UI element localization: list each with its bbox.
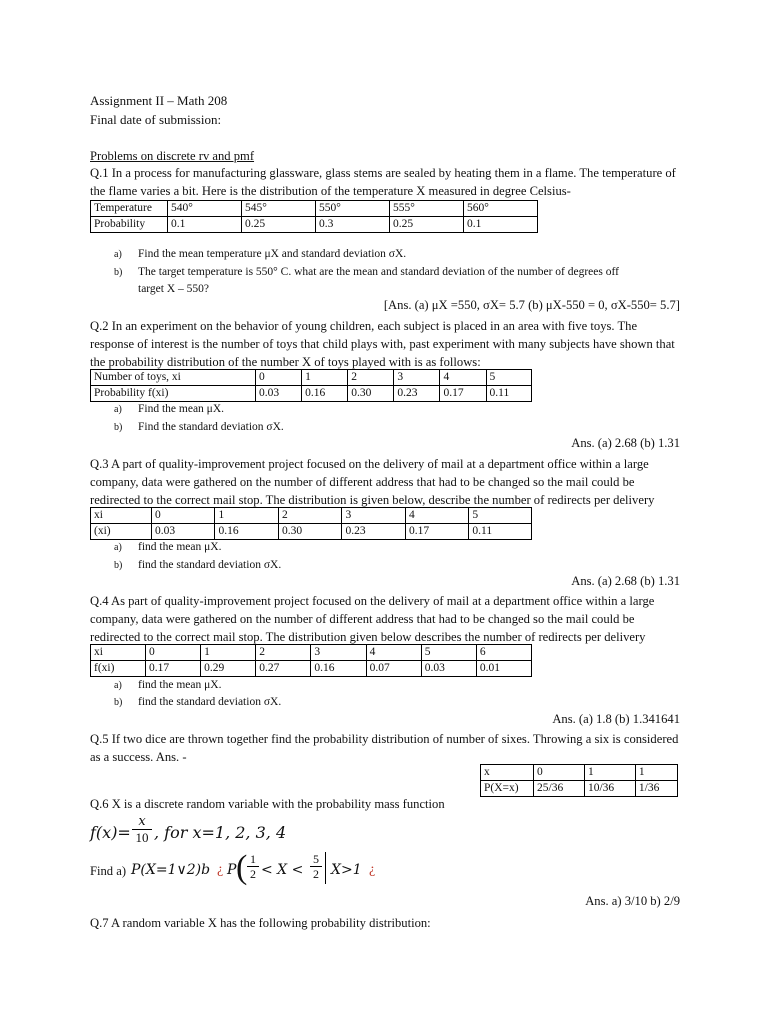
table-cell: 0.30 xyxy=(278,524,341,540)
table-cell: 4 xyxy=(440,370,486,386)
q3-line: Q.3 A part of quality-improvement project focused on the delivery of mail at a department office within a large xyxy=(90,457,649,471)
q1-part-a xyxy=(90,246,406,263)
table-cell: 3 xyxy=(311,645,366,661)
q4-text xyxy=(90,592,680,646)
table-row xyxy=(481,765,678,781)
q1-line: Q.1 In a process for manufacturing glassware, glass stems are sealed by heating them in a flame. The temperature of xyxy=(90,166,676,180)
table-cell: 1/36 xyxy=(635,781,677,797)
pmf-fraction xyxy=(132,815,152,846)
q6-answer: Ans. a) 3/10 b) 2/9 xyxy=(585,894,680,908)
table-cell: 3 xyxy=(394,370,440,386)
q1-part-b-cont xyxy=(90,281,209,298)
table-cell: 540° xyxy=(168,201,242,217)
part-text: find the mean μX. xyxy=(138,541,222,553)
table-cell: x xyxy=(481,765,534,781)
q2-table xyxy=(90,369,532,402)
pmf-numerator: x xyxy=(138,814,146,829)
q1-line: the flame varies a bit. Here is the distribution of the temperature X measured in degree Celsius- xyxy=(90,184,571,198)
table-cell: 0.03 xyxy=(152,524,215,540)
frac-num: 1 xyxy=(250,852,256,866)
table-cell: 0.25 xyxy=(242,217,316,233)
table-row xyxy=(481,781,678,797)
table-cell: 545° xyxy=(242,201,316,217)
part-label: b) xyxy=(114,267,123,278)
table-cell: 560° xyxy=(464,201,538,217)
table-cell: f(xi) xyxy=(91,661,146,677)
find-glyph: ¿ xyxy=(217,862,224,877)
table-cell: 0.30 xyxy=(348,386,394,402)
part-label: a) xyxy=(114,249,122,260)
frac-five-halves xyxy=(310,852,322,881)
table-cell: Probability xyxy=(91,217,168,233)
table-row xyxy=(91,201,538,217)
find-expr-b: P xyxy=(227,862,237,878)
q4-line: company, data were gathered on the number of different address that had to be changed so the mail could be xyxy=(90,612,635,626)
table-cell: 4 xyxy=(405,508,468,524)
q3-answer: Ans. (a) 2.68 (b) 1.31 xyxy=(571,574,680,588)
part-text: find the mean μX. xyxy=(138,679,222,691)
q3-line: company, data were gathered on the number of different address that had to be changed so the mail could be xyxy=(90,475,635,489)
table-cell: 0 xyxy=(534,765,585,781)
table-cell: 1 xyxy=(201,645,256,661)
find-expr-d: X>1 xyxy=(331,862,362,878)
q2-line: Q.2 In an experiment on the behavior of young children, each subject is placed in an area with five toys. The xyxy=(90,319,638,333)
find-expr-c: < X < xyxy=(261,862,304,878)
table-cell: 0.17 xyxy=(146,661,201,677)
table-cell: 1 xyxy=(635,765,677,781)
q5-line: Q.5 If two dice are thrown together find the probability distribution of number of sixes. Throwing a six is considered xyxy=(90,732,679,746)
frac-half xyxy=(247,852,259,881)
submission-date: Final date of submission: xyxy=(90,112,222,127)
q4-table xyxy=(90,644,532,677)
table-cell: 5 xyxy=(421,645,476,661)
table-cell: 0.16 xyxy=(302,386,348,402)
table-cell: 0.11 xyxy=(469,524,532,540)
q2-part-b xyxy=(90,419,284,436)
table-row xyxy=(91,661,532,677)
table-cell: 6 xyxy=(476,645,531,661)
table-cell: 4 xyxy=(366,645,421,661)
table-cell: 0.16 xyxy=(215,524,278,540)
table-cell: 0 xyxy=(256,370,302,386)
frac-num: 5 xyxy=(313,852,319,866)
q7-text: Q.7 A random variable X has the following probability distribution: xyxy=(90,916,431,930)
table-row xyxy=(91,508,532,524)
part-text: Find the standard deviation σX. xyxy=(138,421,284,433)
part-text: The target temperature is 550° C. what are the mean and standard deviation of the number of degrees off xyxy=(138,266,619,278)
table-cell: 0.03 xyxy=(256,386,302,402)
table-cell: 2 xyxy=(278,508,341,524)
table-cell: 0.27 xyxy=(256,661,311,677)
table-cell: 10/36 xyxy=(584,781,635,797)
find-glyph: ¿ xyxy=(369,862,376,877)
table-cell: 555° xyxy=(390,201,464,217)
table-cell: 0 xyxy=(152,508,215,524)
q4-part-b xyxy=(90,694,281,711)
table-cell: Probability f(xi) xyxy=(91,386,256,402)
table-row xyxy=(91,386,532,402)
q4-answer: Ans. (a) 1.8 (b) 1.341641 xyxy=(552,712,680,726)
q1-table xyxy=(90,200,538,233)
table-cell: 0.29 xyxy=(201,661,256,677)
table-cell: 0.17 xyxy=(405,524,468,540)
table-cell: 0.17 xyxy=(440,386,486,402)
q5-text xyxy=(90,730,680,766)
part-text: target X – 550? xyxy=(138,283,210,295)
q3-text xyxy=(90,455,680,509)
q4-part-a xyxy=(90,677,221,694)
table-cell: 0.11 xyxy=(486,386,531,402)
table-cell: xi xyxy=(91,508,152,524)
q3-table xyxy=(90,507,532,540)
table-cell: 0.23 xyxy=(342,524,405,540)
part-label: a) xyxy=(114,542,122,553)
given-bar xyxy=(325,852,326,884)
q1-text xyxy=(90,164,680,200)
section-heading: Problems on discrete rv and pmf xyxy=(90,149,255,163)
part-text: find the standard deviation σX. xyxy=(138,696,282,708)
find-label: Find a) xyxy=(90,864,127,878)
part-text: Find the mean μX. xyxy=(138,403,225,415)
part-text: find the standard deviation σX. xyxy=(138,559,282,571)
pmf-lhs: f(x)= xyxy=(90,823,131,842)
table-cell: (xi) xyxy=(91,524,152,540)
table-cell: 0.03 xyxy=(421,661,476,677)
q2-line: the probability distribution of the number X of toys played with is as follows: xyxy=(90,355,481,369)
q1-answer: [Ans. (a) μX =550, σX= 5.7 (b) μX-550 = 0, σX-550= 5.7] xyxy=(383,298,680,312)
q2-text xyxy=(90,317,680,371)
q3-line: redirected to the correct mail stop. The distribution is given below, describe the number of redirects per delivery xyxy=(90,493,655,507)
part-label: a) xyxy=(114,680,122,691)
part-label: b) xyxy=(114,560,123,571)
find-expr-a: P(X=1∨2)b xyxy=(131,862,211,878)
assignment-title: Assignment II – Math 208 xyxy=(90,93,228,108)
q5-line: as a success. Ans. - xyxy=(90,750,187,764)
q4-line: Q.4 As part of quality-improvement project focused on the delivery of mail at a department office within a large xyxy=(90,594,655,608)
q2-answer: Ans. (a) 2.68 (b) 1.31 xyxy=(571,436,680,450)
q3-part-b xyxy=(90,557,281,574)
table-cell: 0.3 xyxy=(316,217,390,233)
table-cell: 0.07 xyxy=(366,661,421,677)
open-paren: ( xyxy=(236,849,248,886)
q1-part-b xyxy=(90,264,619,281)
table-cell: 0.1 xyxy=(464,217,538,233)
table-cell: P(X=x) xyxy=(481,781,534,797)
table-cell: 0.1 xyxy=(168,217,242,233)
table-cell: 1 xyxy=(302,370,348,386)
table-cell: xi xyxy=(91,645,146,661)
pmf-rhs: , for x=1, 2, 3, 4 xyxy=(154,823,287,842)
table-cell: 550° xyxy=(316,201,390,217)
q6-text: Q.6 X is a discrete random variable with the probability mass function xyxy=(90,797,445,811)
part-text: Find the mean temperature μX and standard deviation σX. xyxy=(138,248,407,260)
table-cell: 2 xyxy=(348,370,394,386)
q2-part-a xyxy=(90,401,224,418)
q6-find-expression xyxy=(90,850,390,890)
table-cell: 0 xyxy=(146,645,201,661)
part-label: a) xyxy=(114,404,122,415)
table-cell: 1 xyxy=(584,765,635,781)
table-cell: 0.16 xyxy=(311,661,366,677)
table-cell: 0.25 xyxy=(390,217,464,233)
table-cell: 0.23 xyxy=(394,386,440,402)
part-label: b) xyxy=(114,697,123,708)
frac-den: 2 xyxy=(250,867,256,881)
frac-den: 2 xyxy=(313,867,319,881)
q5-table xyxy=(480,764,678,797)
part-label: b) xyxy=(114,422,123,433)
table-cell: 0.01 xyxy=(476,661,531,677)
table-row xyxy=(91,370,532,386)
table-cell: Temperature xyxy=(91,201,168,217)
table-row xyxy=(91,217,538,233)
table-cell: Number of toys, xi xyxy=(91,370,256,386)
table-cell: 25/36 xyxy=(534,781,585,797)
table-cell: 3 xyxy=(342,508,405,524)
table-cell: 5 xyxy=(469,508,532,524)
table-row xyxy=(91,645,532,661)
table-row xyxy=(91,524,532,540)
table-cell: 5 xyxy=(486,370,531,386)
q3-part-a xyxy=(90,539,221,556)
table-cell: 1 xyxy=(215,508,278,524)
q4-line: redirected to the correct mail stop. The distribution given below describes the number of redirects per delivery xyxy=(90,630,646,644)
pmf-denominator: 10 xyxy=(135,830,149,845)
table-cell: 2 xyxy=(256,645,311,661)
q2-line: response of interest is the number of toys that child plays with, past experiment with many subjects have shown that xyxy=(90,337,675,351)
